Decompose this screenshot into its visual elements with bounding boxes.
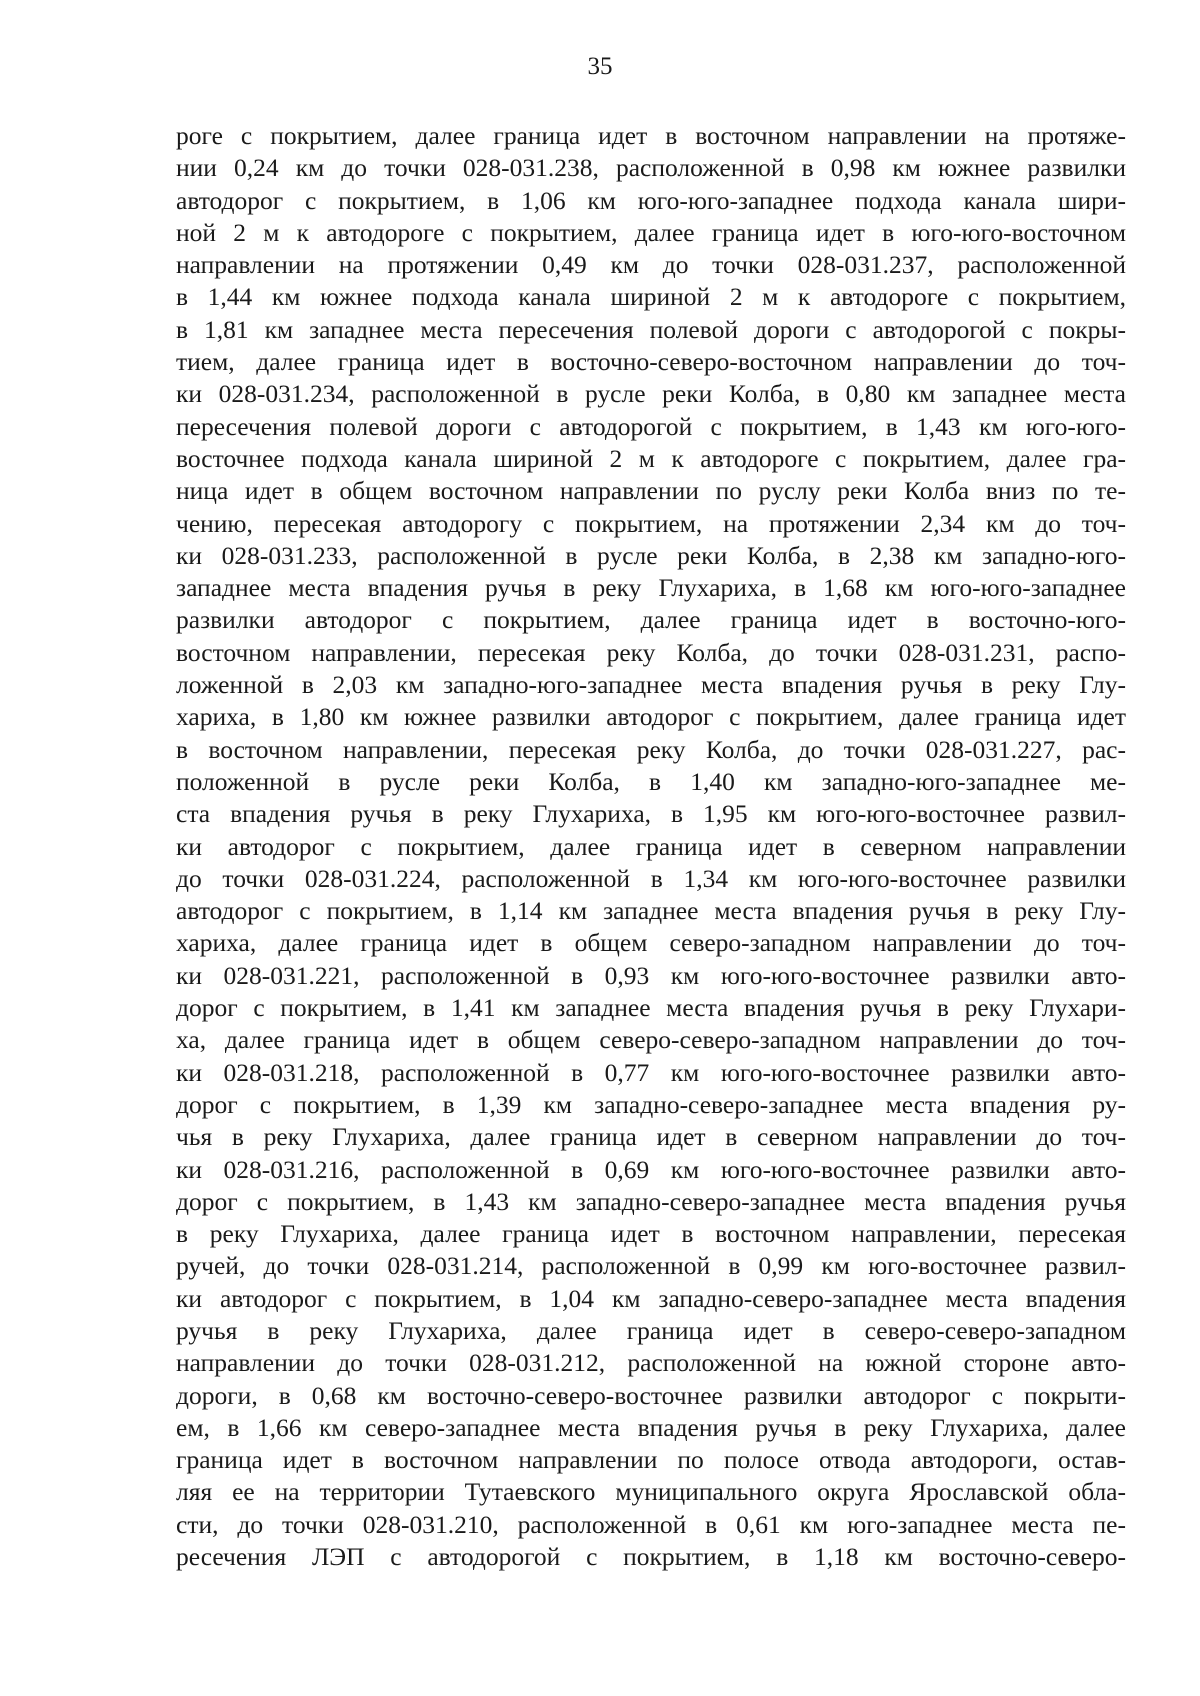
text-line: граница идет в восточном направлении по полосе отвода автодороги, остав- — [176, 1445, 1126, 1475]
text-line: роге с покрытием, далее граница идет в восточном направлении на протяже- — [176, 121, 1126, 150]
text-line: дорог с покрытием, в 1,39 км западно-северо-западнее места впадения ру- — [176, 1089, 1126, 1119]
text-line: ки 028-031.221, расположенной в 0,93 км юго-юго-восточнее развилки авто- — [176, 960, 1126, 990]
text-line: западнее места впадения ручья в реку Глухариха, в 1,68 км юго-юго-западнее — [176, 573, 1126, 603]
text-line: автодорог с покрытием, в 1,14 км западнее места впадения ручья в реку Глу- — [176, 896, 1126, 926]
text-line: в 1,81 км западнее места пересечения полевой дороги с автодорогой с покры- — [176, 314, 1126, 344]
text-line: положенной в русле реки Колба, в 1,40 км западно-юго-западнее ме- — [176, 766, 1126, 796]
text-line: в восточном направлении, пересекая реку Колба, до точки 028-031.227, рас- — [176, 734, 1126, 764]
text-line: ки 028-031.218, расположенной в 0,77 км юго-юго-восточнее развилки авто- — [176, 1057, 1126, 1087]
text-line: пересечения полевой дороги с автодорогой с покрытием, в 1,43 км юго-юго- — [176, 411, 1126, 441]
text-line: ница идет в общем восточном направлении по руслу реки Колба вниз по те- — [176, 476, 1126, 506]
text-line: ха, далее граница идет в общем северо-северо-западном направлении до точ- — [176, 1025, 1126, 1055]
text-line: хариха, в 1,80 км южнее развилки автодорог с покрытием, далее граница идет — [176, 702, 1126, 732]
text-line: в 1,44 км южнее подхода канала шириной 2 м к автодороге с покрытием, — [176, 282, 1126, 312]
text-line: тием, далее граница идет в восточно-северо-восточном направлении до точ- — [176, 347, 1126, 377]
text-line: ляя ее на территории Тутаевского муниципального округа Ярославской обла- — [176, 1477, 1126, 1507]
text-line: ки автодорог с покрытием, в 1,04 км западно-северо-западнее места впадения — [176, 1283, 1126, 1313]
body-text — [176, 120, 1126, 1573]
text-line: ресечения ЛЭП с автодорогой с покрытием, в 1,18 км восточно-северо- — [176, 1542, 1126, 1572]
text-line: ки 028-031.233, расположенной в русле реки Колба, в 2,38 км западно-юго- — [176, 540, 1126, 570]
text-line: ем, в 1,66 км северо-западнее места впадения ручья в реку Глухариха, далее — [176, 1412, 1126, 1442]
text-line: чению, пересекая автодорогу с покрытием, на протяжении 2,34 км до точ- — [176, 508, 1126, 538]
text-line: ной 2 м к автодороге с покрытием, далее граница идет в юго-юго-восточном — [176, 217, 1126, 247]
text-line: дороги, в 0,68 км восточно-северо-восточнее развилки автодорог с покрыти- — [176, 1380, 1126, 1410]
text-line: сти, до точки 028-031.210, расположенной в 0,61 км юго-западнее места пе- — [176, 1509, 1126, 1539]
text-line: дорог с покрытием, в 1,43 км западно-северо-западнее места впадения ручья — [176, 1186, 1126, 1216]
text-line: ручей, до точки 028-031.214, расположенной в 0,99 км юго-восточнее развил- — [176, 1251, 1126, 1281]
text-line: ручья в реку Глухариха, далее граница идет в северо-северо-западном — [176, 1315, 1126, 1345]
text-line: ки автодорог с покрытием, далее граница идет в северном направлении — [176, 831, 1126, 861]
text-line: ки 028-031.216, расположенной в 0,69 км юго-юго-восточнее развилки авто- — [176, 1154, 1126, 1184]
text-line: восточном направлении, пересекая реку Колба, до точки 028-031.231, распо- — [176, 637, 1126, 667]
text-line: дорог с покрытием, в 1,41 км западнее места впадения ручья в реку Глухари- — [176, 993, 1126, 1023]
text-line: хариха, далее граница идет в общем северо-западном направлении до точ- — [176, 928, 1126, 958]
text-line: развилки автодорог с покрытием, далее граница идет в восточно-юго- — [176, 605, 1126, 635]
text-line: автодорог с покрытием, в 1,06 км юго-юго-западнее подхода канала шири- — [176, 185, 1126, 215]
text-line: нии 0,24 км до точки 028-031.238, расположенной в 0,98 км южнее развилки — [176, 153, 1126, 183]
text-line: направлении на протяжении 0,49 км до точки 028-031.237, расположенной — [176, 250, 1126, 280]
text-line: ста впадения ручья в реку Глухариха, в 1,95 км юго-юго-восточнее развил- — [176, 799, 1126, 829]
text-line: ки 028-031.234, расположенной в русле реки Колба, в 0,80 км западнее места — [176, 379, 1126, 409]
text-line: чья в реку Глухариха, далее граница идет в северном направлении до точ- — [176, 1122, 1126, 1152]
text-line: ложенной в 2,03 км западно-юго-западнее места впадения ручья в реку Глу- — [176, 670, 1126, 700]
text-line: восточнее подхода канала шириной 2 м к автодороге с покрытием, далее гра- — [176, 443, 1126, 473]
text-line: в реку Глухариха, далее граница идет в восточном направлении, пересекая — [176, 1219, 1126, 1249]
text-line: до точки 028-031.224, расположенной в 1,34 км юго-юго-восточнее развилки — [176, 863, 1126, 893]
text-line: направлении до точки 028-031.212, расположенной на южной стороне авто- — [176, 1348, 1126, 1378]
page-number: 35 — [587, 53, 613, 80]
